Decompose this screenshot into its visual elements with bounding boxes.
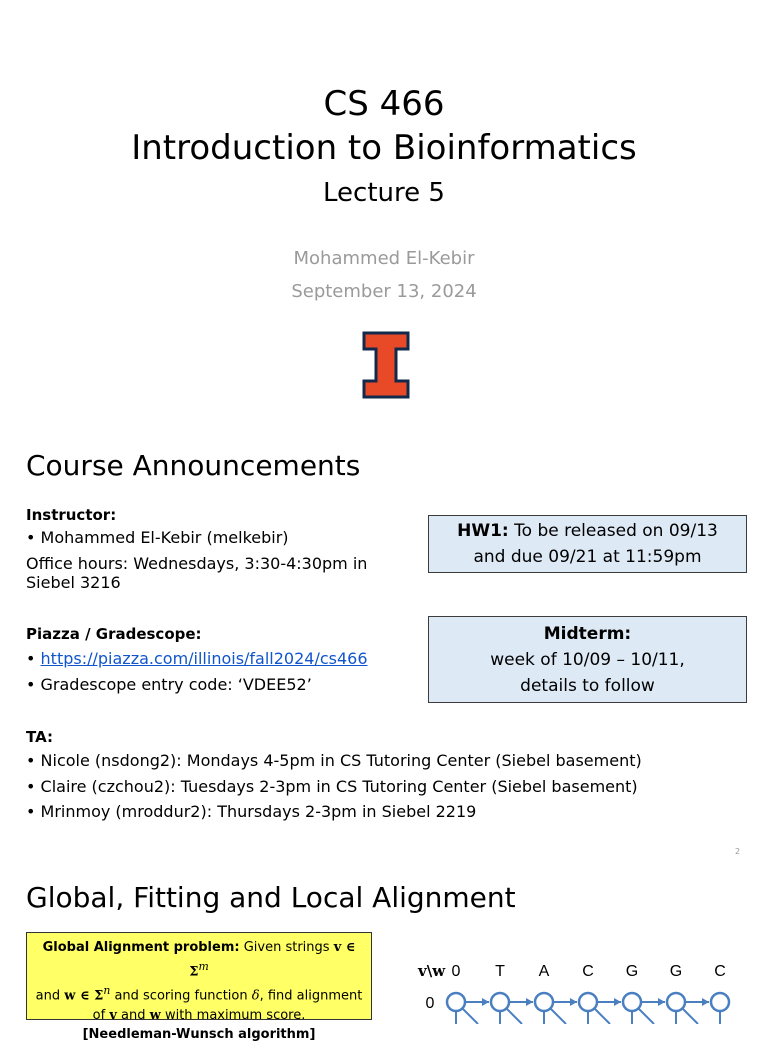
piazza-link-line	[26, 649, 368, 669]
grid-row-label: 0	[425, 995, 435, 1012]
math-w-in-sigma: 𝐰 ∈ Σ	[64, 988, 104, 1004]
course-title: Introduction to Bioinformatics	[131, 128, 637, 168]
midterm-label: Midterm:	[543, 624, 632, 644]
grid-node	[667, 993, 685, 1011]
grid-node	[623, 993, 641, 1011]
midterm-box	[428, 616, 747, 703]
gradescope-code: • Gradescope entry code: ‘VDEE52’	[26, 675, 312, 694]
slide-title: Global, Fitting and Local Alignment	[26, 881, 516, 914]
grid-arrowhead	[526, 998, 533, 1006]
grid-arrowhead	[658, 998, 665, 1006]
problem-text: with maximum score.	[160, 1007, 306, 1023]
grid-arrowhead	[482, 998, 489, 1006]
grid-edge-diagonal	[682, 1008, 698, 1024]
grid-col-label: A	[538, 963, 550, 980]
grid-edge-diagonal	[506, 1008, 522, 1024]
lecture-date: September 13, 2024	[291, 281, 477, 302]
page-number: 2	[735, 847, 741, 856]
math-v: 𝐯	[109, 1007, 117, 1023]
math-m: m	[198, 960, 209, 973]
alignment-slide	[0, 860, 768, 1042]
hw1-due: and due 09/21 at 11:59pm	[473, 547, 702, 567]
slide-title: Course Announcements	[26, 449, 361, 482]
illinois-block-i-logo	[361, 330, 411, 400]
grid-edge-diagonal	[594, 1008, 610, 1024]
problem-text: and	[35, 988, 65, 1004]
math-delta: δ	[251, 988, 260, 1004]
grid-node	[711, 993, 729, 1011]
ta-item: • Claire (czchou2): Tuesdays 2-3pm in CS Tutoring Center (Siebel basement)	[26, 777, 638, 796]
problem-text: of	[92, 1007, 110, 1023]
office-hours-line1: Office hours: Wednesdays, 3:30-4:30pm in	[26, 554, 368, 573]
author-name: Mohammed El-Kebir	[293, 248, 475, 269]
title-slide	[0, 0, 768, 430]
problem-text: and scoring function	[110, 988, 252, 1004]
announcements-slide	[0, 430, 768, 860]
lecture-number: Lecture 5	[323, 178, 445, 208]
hw1-release: To be released on 09/13	[508, 521, 718, 541]
grid-node	[447, 993, 465, 1011]
algorithm-name: [Needleman-Wunsch algorithm]	[82, 1026, 316, 1042]
ta-item: • Mrinmoy (mroddur2): Thursdays 2-3pm in Siebel 2219	[26, 802, 477, 821]
course-code: CS 466	[323, 84, 445, 124]
hw1-label: HW1:	[457, 521, 509, 541]
grid-edge-diagonal	[462, 1008, 478, 1024]
instructor-name: • Mohammed El-Kebir (melkebir)	[26, 528, 289, 547]
global-alignment-problem-box	[26, 932, 372, 1042]
piazza-link[interactable]: https://piazza.com/illinois/fall2024/cs466	[40, 649, 368, 668]
grid-col-label: T	[495, 963, 505, 980]
piazza-heading: Piazza / Gradescope:	[26, 625, 202, 643]
grid-col-label: 0	[451, 963, 461, 980]
problem-label: Global Alignment problem:	[42, 940, 240, 955]
grid-edge-diagonal	[550, 1008, 566, 1024]
math-v-in-sigma: 𝐯 ∈ Σ	[189, 940, 356, 980]
math-w: 𝐰	[149, 1007, 161, 1023]
ta-heading: TA:	[26, 728, 53, 746]
grid-node	[535, 993, 553, 1011]
grid-col-label: G	[669, 963, 683, 980]
midterm-week: week of 10/09 – 10/11,	[490, 650, 685, 670]
grid-corner-label: v\w	[418, 962, 446, 980]
problem-text: , find alignment	[259, 988, 363, 1004]
grid-col-label: C	[714, 963, 726, 980]
grid-arrowhead	[702, 998, 709, 1006]
ta-item: • Nicole (nsdong2): Mondays 4-5pm in CS Tutoring Center (Siebel basement)	[26, 751, 642, 770]
grid-arrowhead	[570, 998, 577, 1006]
grid-node	[491, 993, 509, 1011]
grid-edge-diagonal	[638, 1008, 654, 1024]
grid-node	[579, 993, 597, 1011]
instructor-heading: Instructor:	[26, 506, 117, 524]
problem-text: and	[116, 1007, 150, 1023]
hw1-box	[428, 515, 747, 573]
office-hours-line2: Siebel 3216	[26, 573, 121, 592]
grid-arrowhead	[614, 998, 621, 1006]
problem-text: Given strings	[239, 940, 334, 955]
grid-col-label: G	[625, 963, 639, 980]
alignment-grid	[410, 960, 750, 1024]
grid-col-label: C	[582, 963, 594, 980]
math-n: n	[103, 984, 111, 998]
midterm-details: details to follow	[520, 676, 655, 696]
bullet: •	[26, 649, 36, 668]
